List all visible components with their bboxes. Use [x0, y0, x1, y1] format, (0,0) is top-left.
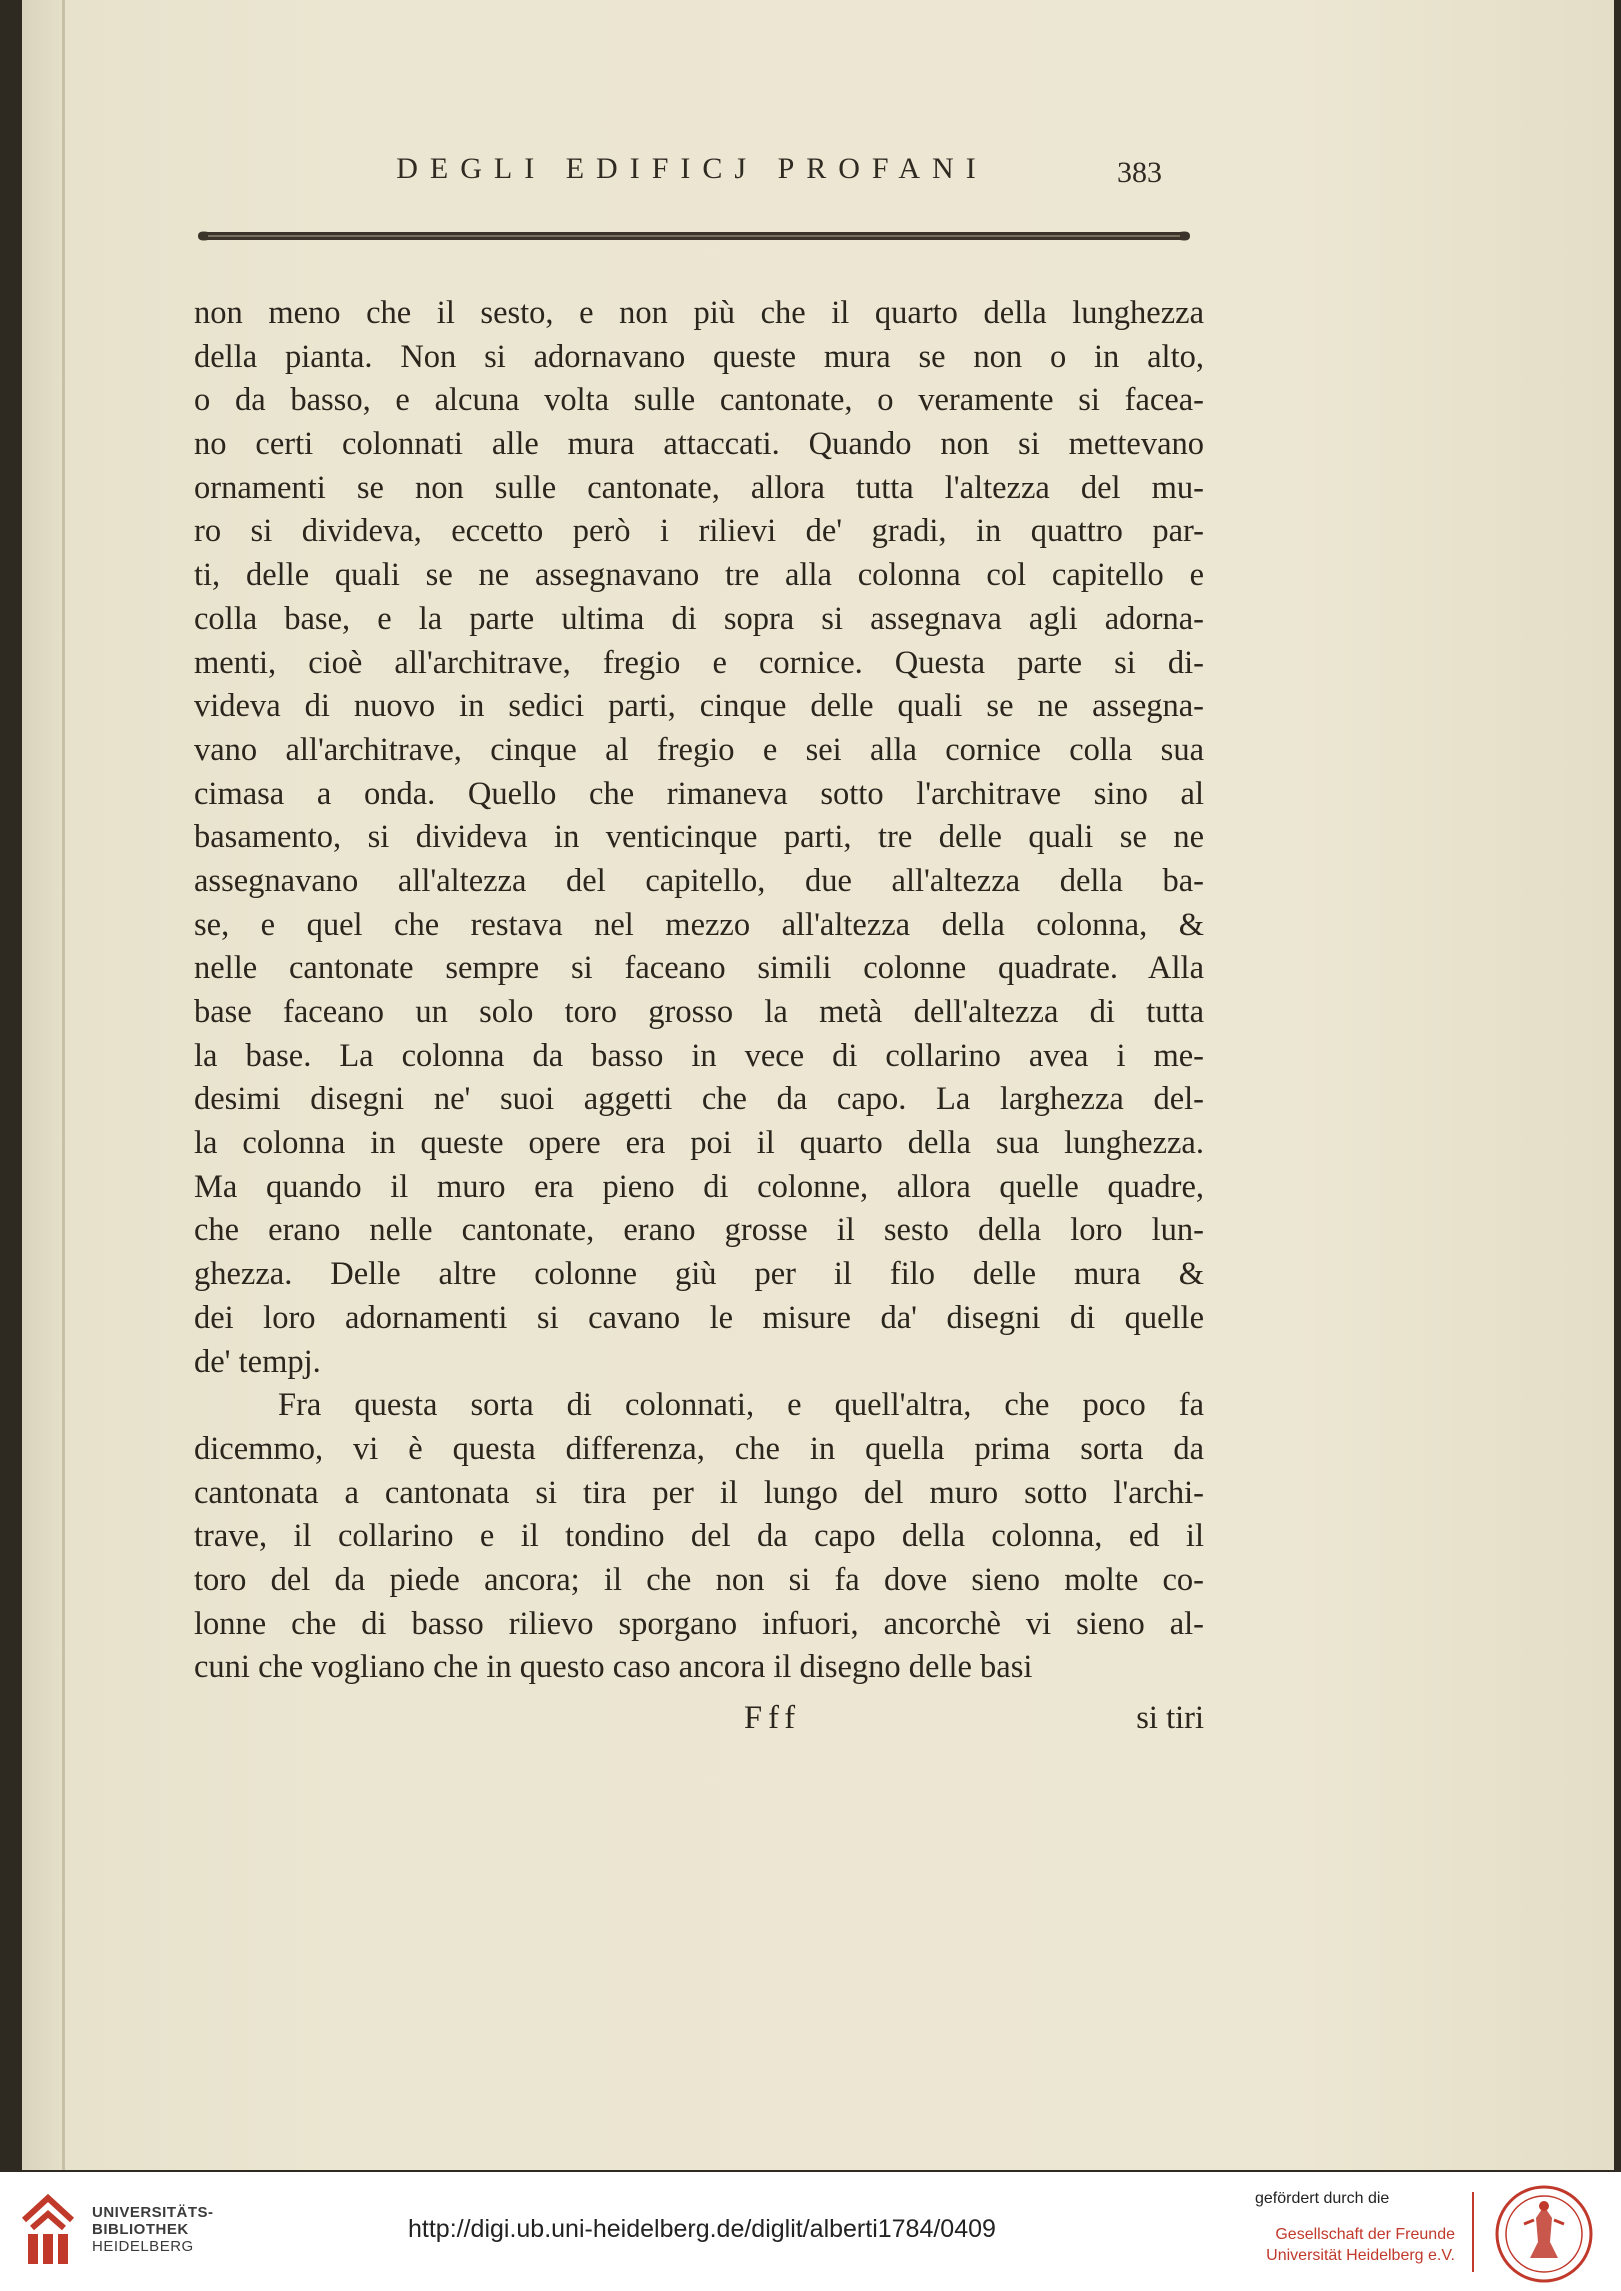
library-name [92, 2204, 214, 2255]
text-line: cantonata a cantonata si tira per il lungo del muro sotto l'archi- [194, 1474, 1204, 1511]
text-line: cimasa a onda. Quello che rimaneva sotto l'architrave sino al [194, 775, 1204, 812]
text-line: trave, il collarino e il tondino del da capo della colonna, ed il [194, 1518, 1204, 1555]
text-block [194, 292, 1204, 1690]
library-name-line3: HEIDELBERG [92, 2238, 194, 2255]
ornamental-rule [194, 228, 1194, 244]
text-line: assegnavano all'altezza del capitello, due all'altezza della ba- [194, 862, 1204, 899]
text-line: se, e quel che restava nel mezzo all'altezza della colonna, & [194, 906, 1204, 943]
university-seal-icon [1494, 2184, 1594, 2284]
gutter-line [62, 0, 65, 2170]
funder-name-line2: Universität Heidelberg e.V. [1266, 2247, 1455, 2264]
text-line: desimi disegni ne' suoi aggetti che da capo. La larghezza del- [194, 1081, 1204, 1118]
footer-divider [1472, 2192, 1474, 2272]
text-line: colla base, e la parte ultima di sopra si assegnava agli adorna- [194, 600, 1204, 637]
text-line: che erano nelle cantonate, erano grosse il sesto della loro lun- [194, 1212, 1204, 1249]
text-line: Ma quando il muro era pieno di colonne, allora quelle quadre, [194, 1168, 1204, 1205]
footer-bar [0, 2172, 1621, 2291]
text-line: ti, delle quali se ne assegnavano tre alla colonna col capitello e [194, 557, 1204, 594]
signature-mark: Fff [744, 1700, 802, 1736]
text-line: della pianta. Non si adornavano queste mura se non o in alto, [194, 338, 1204, 375]
text-line: cuni che vogliano che in questo caso ancora il disegno delle basi [194, 1649, 1033, 1686]
text-line: nelle cantonate sempre si faceano simili colonne quadrate. Alla [194, 950, 1204, 987]
text-line: Fra questa sorta di colonnati, e quell'altra, che poco fa [278, 1387, 1204, 1424]
text-line: menti, cioè all'architrave, fregio e cornice. Questa parte si di- [194, 644, 1204, 681]
text-line: la base. La colonna da basso in vece di collarino avea i me- [194, 1037, 1204, 1074]
funder-name-line1: Gesellschaft der Freunde [1275, 2226, 1455, 2243]
text-line: ro si divideva, eccetto però i rilievi de' gradi, in quattro par- [194, 513, 1204, 550]
library-name-line1: UNIVERSITÄTS- [92, 2204, 214, 2221]
running-head [22, 152, 1614, 202]
text-line: dicemmo, vi è questa differenza, che in quella prima sorta da [194, 1430, 1204, 1467]
book-page [22, 0, 1614, 2170]
text-line: lonne che di basso rilievo sporgano infuori, ancorchè vi sieno al- [194, 1605, 1204, 1642]
text-line: non meno che il sesto, e non più che il quarto della lunghezza [194, 295, 1204, 331]
text-line: de' tempj. [194, 1343, 321, 1380]
text-line: base faceano un solo toro grosso la metà dell'altezza di tutta [194, 994, 1204, 1030]
ub-heidelberg-logo-icon [18, 2190, 78, 2268]
library-name-line2: BIBLIOTHEK [92, 2221, 189, 2238]
text-line: dei loro adornamenti si cavano le misure da' disegni di quelle [194, 1299, 1204, 1336]
funder-name [1255, 2224, 1455, 2266]
page-number: 383 [1117, 156, 1162, 189]
text-line: o da basso, e alcuna volta sulle cantonate, o veramente si facea- [194, 382, 1204, 419]
page-foot [194, 1700, 1204, 1744]
running-title: DEGLI EDIFICJ PROFANI [396, 152, 988, 185]
catchword: si tiri [1136, 1700, 1204, 1736]
text-line: basamento, si divideva in venticinque parti, tre delle quali se ne [194, 819, 1204, 856]
permalink-url[interactable]: http://digi.ub.uni-heidelberg.de/diglit/alberti1784/0409 [408, 2215, 996, 2243]
text-line: toro del da piede ancora; il che non si fa dove sieno molte co- [194, 1561, 1204, 1598]
text-line: vano all'architrave, cinque al fregio e sei alla cornice colla sua [194, 731, 1204, 768]
text-line: no certi colonnati alle mura attaccati. Quando non si mettevano [194, 426, 1204, 463]
text-line: la colonna in queste opere era poi il quarto della sua lunghezza. [194, 1125, 1204, 1162]
text-line: ghezza. Delle altre colonne giù per il filo delle mura & [194, 1256, 1204, 1293]
text-line: videva di nuovo in sedici parti, cinque delle quali se ne assegna- [194, 688, 1204, 725]
funded-by-caption: gefördert durch die [1255, 2190, 1390, 2207]
text-line: ornamenti se non sulle cantonate, allora tutta l'altezza del mu- [194, 469, 1204, 506]
